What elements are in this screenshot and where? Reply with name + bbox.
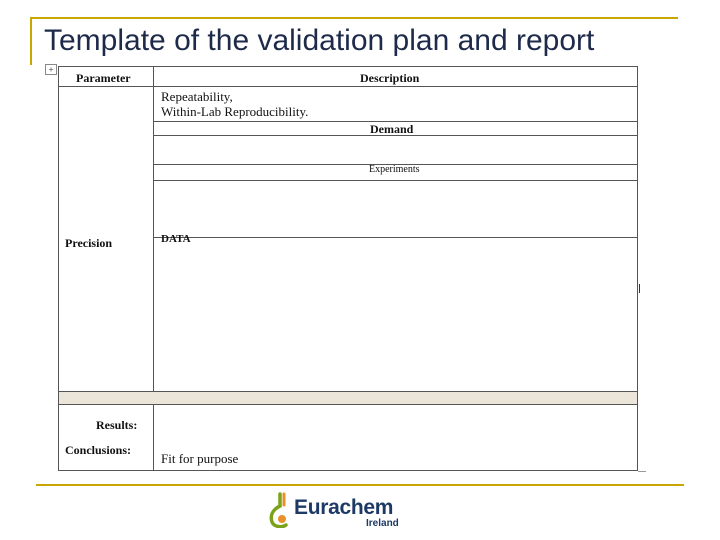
header-parameter: Parameter xyxy=(76,71,131,85)
experiments-label: Experiments xyxy=(369,164,420,175)
demand-label: Demand xyxy=(370,122,414,136)
eurachem-logo xyxy=(268,492,418,532)
row-line-experiments-area xyxy=(153,237,638,238)
results-label: Results: xyxy=(96,418,138,432)
description-line-2: Within-Lab Reproducibility. xyxy=(161,104,309,119)
table-border-bottom xyxy=(58,470,638,471)
table-move-handle-icon[interactable]: + xyxy=(45,64,57,75)
conclusions-label: Conclusions: xyxy=(65,443,132,457)
flask-icon xyxy=(268,492,294,528)
top-rule xyxy=(30,17,678,19)
slide-title: Template of the validation plan and report xyxy=(44,24,595,57)
shaded-row-top xyxy=(58,391,638,392)
parameter-precision: Precision xyxy=(65,236,113,250)
bottom-edge-mark xyxy=(638,471,646,472)
logo-subtitle: Ireland xyxy=(366,518,399,529)
header-row-line xyxy=(58,86,638,87)
header-description: Description xyxy=(360,71,420,85)
table-border-left xyxy=(58,66,59,471)
conclusion-text: Fit for purpose xyxy=(161,451,239,466)
table-border-top xyxy=(58,66,638,67)
validation-template-table xyxy=(58,66,638,471)
right-edge-mark xyxy=(639,284,640,293)
row-line-experiments-bottom xyxy=(153,180,638,181)
column-divider xyxy=(153,66,154,471)
description-line-1: Repeatability, xyxy=(161,89,233,104)
shaded-separator-row xyxy=(59,391,637,404)
data-label: DATA xyxy=(161,233,191,245)
table-border-right xyxy=(637,66,638,471)
logo-name: Eurachem xyxy=(294,496,394,519)
bottom-rule xyxy=(36,484,684,486)
title-left-bar xyxy=(30,17,32,65)
shaded-row-bottom xyxy=(58,404,638,405)
